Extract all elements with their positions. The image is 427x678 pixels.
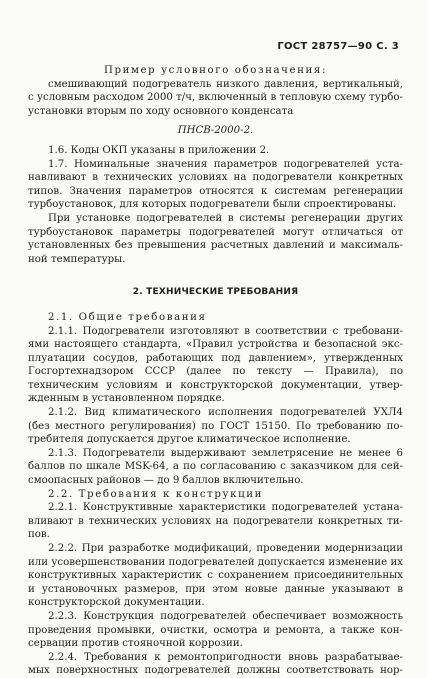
paragraph-line: конструкторской документации. (28, 597, 205, 609)
paragraph-line: жденным в установленном порядке. (28, 393, 225, 405)
paragraph-line: 2.2.4. Требования к ремонтопригодности вновь разрабатывае- (48, 651, 403, 663)
paragraph-line: 2.1.3. Подогреватели выдерживают землетрясение не менее 6 (48, 447, 403, 459)
page-header: ГОСТ 28757—90 С. 3 (277, 41, 399, 52)
paragraph-line: турбоустановок, для которых подогреватели были спроектированы. (28, 199, 397, 211)
paragraph-line: пов. (28, 529, 50, 541)
example-line: установки вторым по ходу основного конденсата (28, 105, 294, 117)
document-body (28, 64, 403, 678)
designation: ПНСВ-2000-2. (177, 125, 254, 137)
paragraph-line: турбоустановок параметры подогревателей могут отличаться от (28, 226, 403, 238)
paragraph-line: или усовершенствовании подогревателей допускается изменение их (28, 556, 403, 568)
paragraph-line: навливают в технических условиях на подогреватели конкретных (28, 172, 403, 184)
paragraph-line: требителя допускается другое климатическое исполнение. (28, 434, 351, 446)
section-title: 2. ТЕХНИЧЕСКИЕ ТРЕБОВАНИЯ (132, 287, 299, 298)
paragraph-line: 1.7. Номинальные значения параметров подогревателей уста- (48, 158, 403, 170)
paragraph-line: проведения промывки, очистки, осмотра и ремонта, а также кон- (28, 624, 403, 636)
paragraph-line: 2.1.2. Вид климатического исполнения подогревателей УХЛ4 (48, 407, 403, 419)
paragraph-line: ной температуры. (28, 253, 126, 265)
paragraph-line: 2.1.1. Подогреватели изготовляют в соответствии с требовани- (48, 325, 403, 337)
paragraph-1-6: 1.6. Коды ОКП указаны в приложении 2. (48, 144, 270, 156)
paragraph-line: 2.2.1. Конструктивные характеристики подогревателей устана- (48, 502, 403, 514)
paragraph-line: сервации против стояночной коррозии. (28, 638, 243, 650)
paragraph-line: (без местного регулирования) по ГОСТ 15150. По требованию по- (28, 420, 403, 432)
paragraph-line: смоопасных районов — до 9 баллов включительно. (28, 475, 304, 487)
paragraph-line: типов. Значения параметров относятся к системам регенерации (28, 185, 403, 197)
example-line: смешивающий подогреватель низкого давления, вертикальный, (48, 78, 403, 90)
paragraph-line: установленных без превышения расчетных давлений и максималь- (28, 240, 403, 252)
paragraph-line: техническим условиям и конструкторской документации, утвер- (28, 379, 403, 391)
example-heading: Пример условного обозначения: (103, 65, 327, 76)
paragraph-line: 2.2.2. При разработке модификаций, проведении модернизации (48, 543, 403, 554)
paragraph-line: вливают в технических условиях на подогреватели конкретных ти- (28, 515, 403, 527)
paragraph-line: и установочных размеров, при этом новые данные указывают в (28, 583, 403, 595)
subsection-2-1-title: 2.1. Общие требования (48, 311, 207, 323)
paragraph-line: Госгортехнадзором СССР (далее по тексту — Правила), по (28, 366, 403, 378)
paragraph-line: конструктивных характеристик с сохранением присоединительных (28, 570, 403, 582)
paragraph-line: мых поверхностных подогревателей должны соответствовать нор- (28, 665, 403, 677)
paragraph-line: плуатации сосудов, работающих под давлением», утвержденных (28, 352, 403, 364)
subsection-2-2-title: 2.2. Требования к конструкции (48, 488, 263, 500)
paragraph-line: баллов по шкале MSK-64, а по согласованию с заказчиком для сей- (28, 461, 403, 473)
paragraph-line: При установке подогревателей в системы регенерации других (48, 212, 403, 224)
example-line: с условным расходом 2000 т/ч, включенный в тепловую схему турбо- (28, 92, 403, 104)
paragraph-line: 2.2.3. Конструкция подогревателей обеспечивает возможность (48, 610, 403, 622)
paragraph-line: ями настоящего стандарта, «Правил устройства и безопасной экс- (28, 339, 403, 351)
